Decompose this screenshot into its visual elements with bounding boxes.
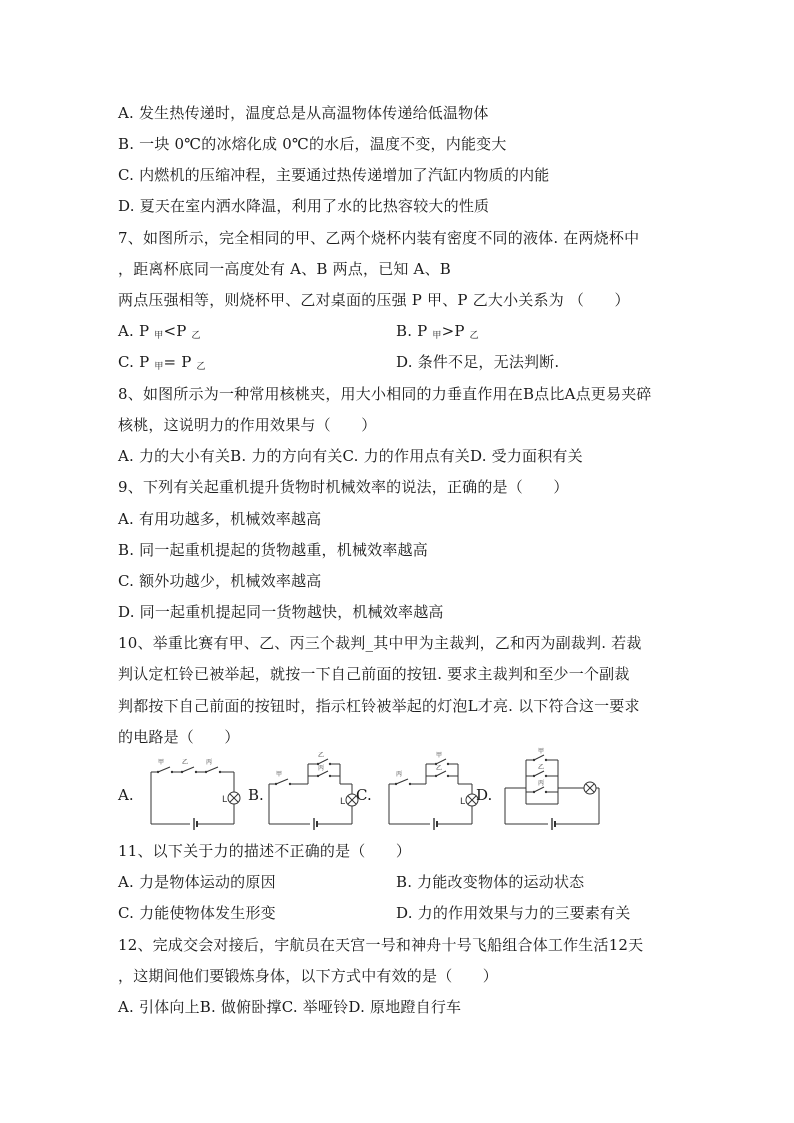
svg-text:丙: 丙 [318,765,325,772]
svg-text:甲: 甲 [276,771,283,778]
q10-stem-line3: 判都按下自己前面的按钮时，指示杠铃被举起的灯泡L才亮. 以下符合这一要求 [118,697,640,715]
svg-text:甲: 甲 [538,748,545,755]
q12-stem-line1: 12、完成交会对接后，宇航员在天宫一号和神舟十号飞船组合体工作生活12天 [118,936,644,954]
circuit-diagram-c [386,752,486,830]
q7-stem-line3: 两点压强相等，则烧杯甲、乙对桌面的压强 P 甲、P 乙大小关系为 （ ） [118,291,630,309]
q7-option-b: B. P $_甲$>P $_乙$ [396,322,479,341]
q12-stem-line2: ，这期间他们要锻炼身体，以下方式中有效的是（ ） [118,967,499,985]
q9-option-b: B. 同一起重机提起的货物越重，机械效率越高 [118,541,428,559]
q7-option-c: C. P $_甲$= P $_乙$ [118,353,206,372]
svg-text:甲: 甲 [158,759,165,766]
q6-option-a: A. 发生热传递时，温度总是从高温物体传递给低温物体 [118,104,489,122]
circuit-c-label: C. [356,786,372,804]
q7-option-a: A. P $_甲$<P $_乙$ [118,322,201,341]
circuit-d-label: D. [476,786,493,804]
svg-text:乙: 乙 [538,764,545,771]
q11-option-b: B. 力能改变物体的运动状态 [396,873,585,891]
q10-stem-line4: 的电路是（ ） [118,728,240,746]
svg-text:L: L [340,797,346,807]
q6-option-b: B. 一块 0℃的冰熔化成 0℃的水后，温度不变，内能变大 [118,135,507,153]
q11-option-c: C. 力能使物体发生形变 [118,904,276,922]
q9-option-d: D. 同一起重机提起同一货物越快，机械效率越高 [118,603,444,621]
q7-options-row1 [118,321,479,346]
q10-stem-line2: 判认定杠铃已被举起，就按一下自己前面的按钮. 要求主裁判和至少一个副裁 [118,665,630,683]
circuit-b-label: B. [248,786,264,804]
q12-options: A. 引体向上B. 做俯卧撑C. 举哑铃D. 原地蹬自行车 [118,998,462,1016]
q8-options: A. 力的大小有关B. 力的方向有关C. 力的作用点有关D. 受力面积有关 [118,447,583,465]
svg-text:丙: 丙 [538,780,545,787]
q8-stem-line2: 核桃，这说明力的作用效果与（ ） [118,416,377,434]
q7-option-d: D. 条件不足，无法判断. [396,353,560,371]
svg-text:乙: 乙 [318,752,325,759]
svg-text:丙: 丙 [206,759,213,766]
svg-text:乙: 乙 [436,765,443,772]
q11-options-row1 [118,872,585,892]
q9-stem: 9、下列有关起重机提升货物时机械效率的说法，正确的是（ ） [118,478,569,496]
q6-option-c: C. 内燃机的压缩冲程，主要通过热传递增加了汽缸内物质的内能 [118,166,550,184]
svg-text:L: L [222,795,228,805]
svg-text:乙: 乙 [182,759,189,766]
q10-stem-line1: 10、举重比赛有甲、乙、丙三个裁判_其中甲为主裁判，乙和丙为副裁判. 若裁 [118,634,642,652]
circuit-diagram-d [502,748,602,830]
circuit-diagram-b [266,752,366,830]
q9-option-a: A. 有用功越多，机械效率越高 [118,510,322,528]
circuit-a-label: A. [118,786,134,804]
q11-stem: 11、以下关于力的描述不正确的是（ ） [118,842,412,860]
svg-text:L: L [460,797,466,807]
q7-stem-line2: ，距离杯底同一高度处有 A、B 两点，已知 A、B [118,260,452,278]
q11-option-d: D. 力的作用效果与力的三要素有关 [396,904,631,922]
svg-text:丙: 丙 [396,771,403,778]
q8-stem-line1: 8、如图所示为一种常用核桃夹，用大小相同的力垂直作用在B点比A点更易夹碎 [118,385,652,403]
q9-option-c: C. 额外功越少，机械效率越高 [118,572,322,590]
q7-stem-line1: 7、如图所示，完全相同的甲、乙两个烧杯内装有密度不同的液体. 在两烧杯中 [118,229,640,247]
q11-options-row2 [118,903,631,923]
svg-text:甲: 甲 [436,752,443,759]
q7-options-row2 [118,352,560,377]
q11-option-a: A. 力是物体运动的原因 [118,873,276,891]
q6-option-d: D. 夏天在室内洒水降温，利用了水的比热容较大的性质 [118,197,490,215]
circuit-diagram-a [148,752,248,830]
